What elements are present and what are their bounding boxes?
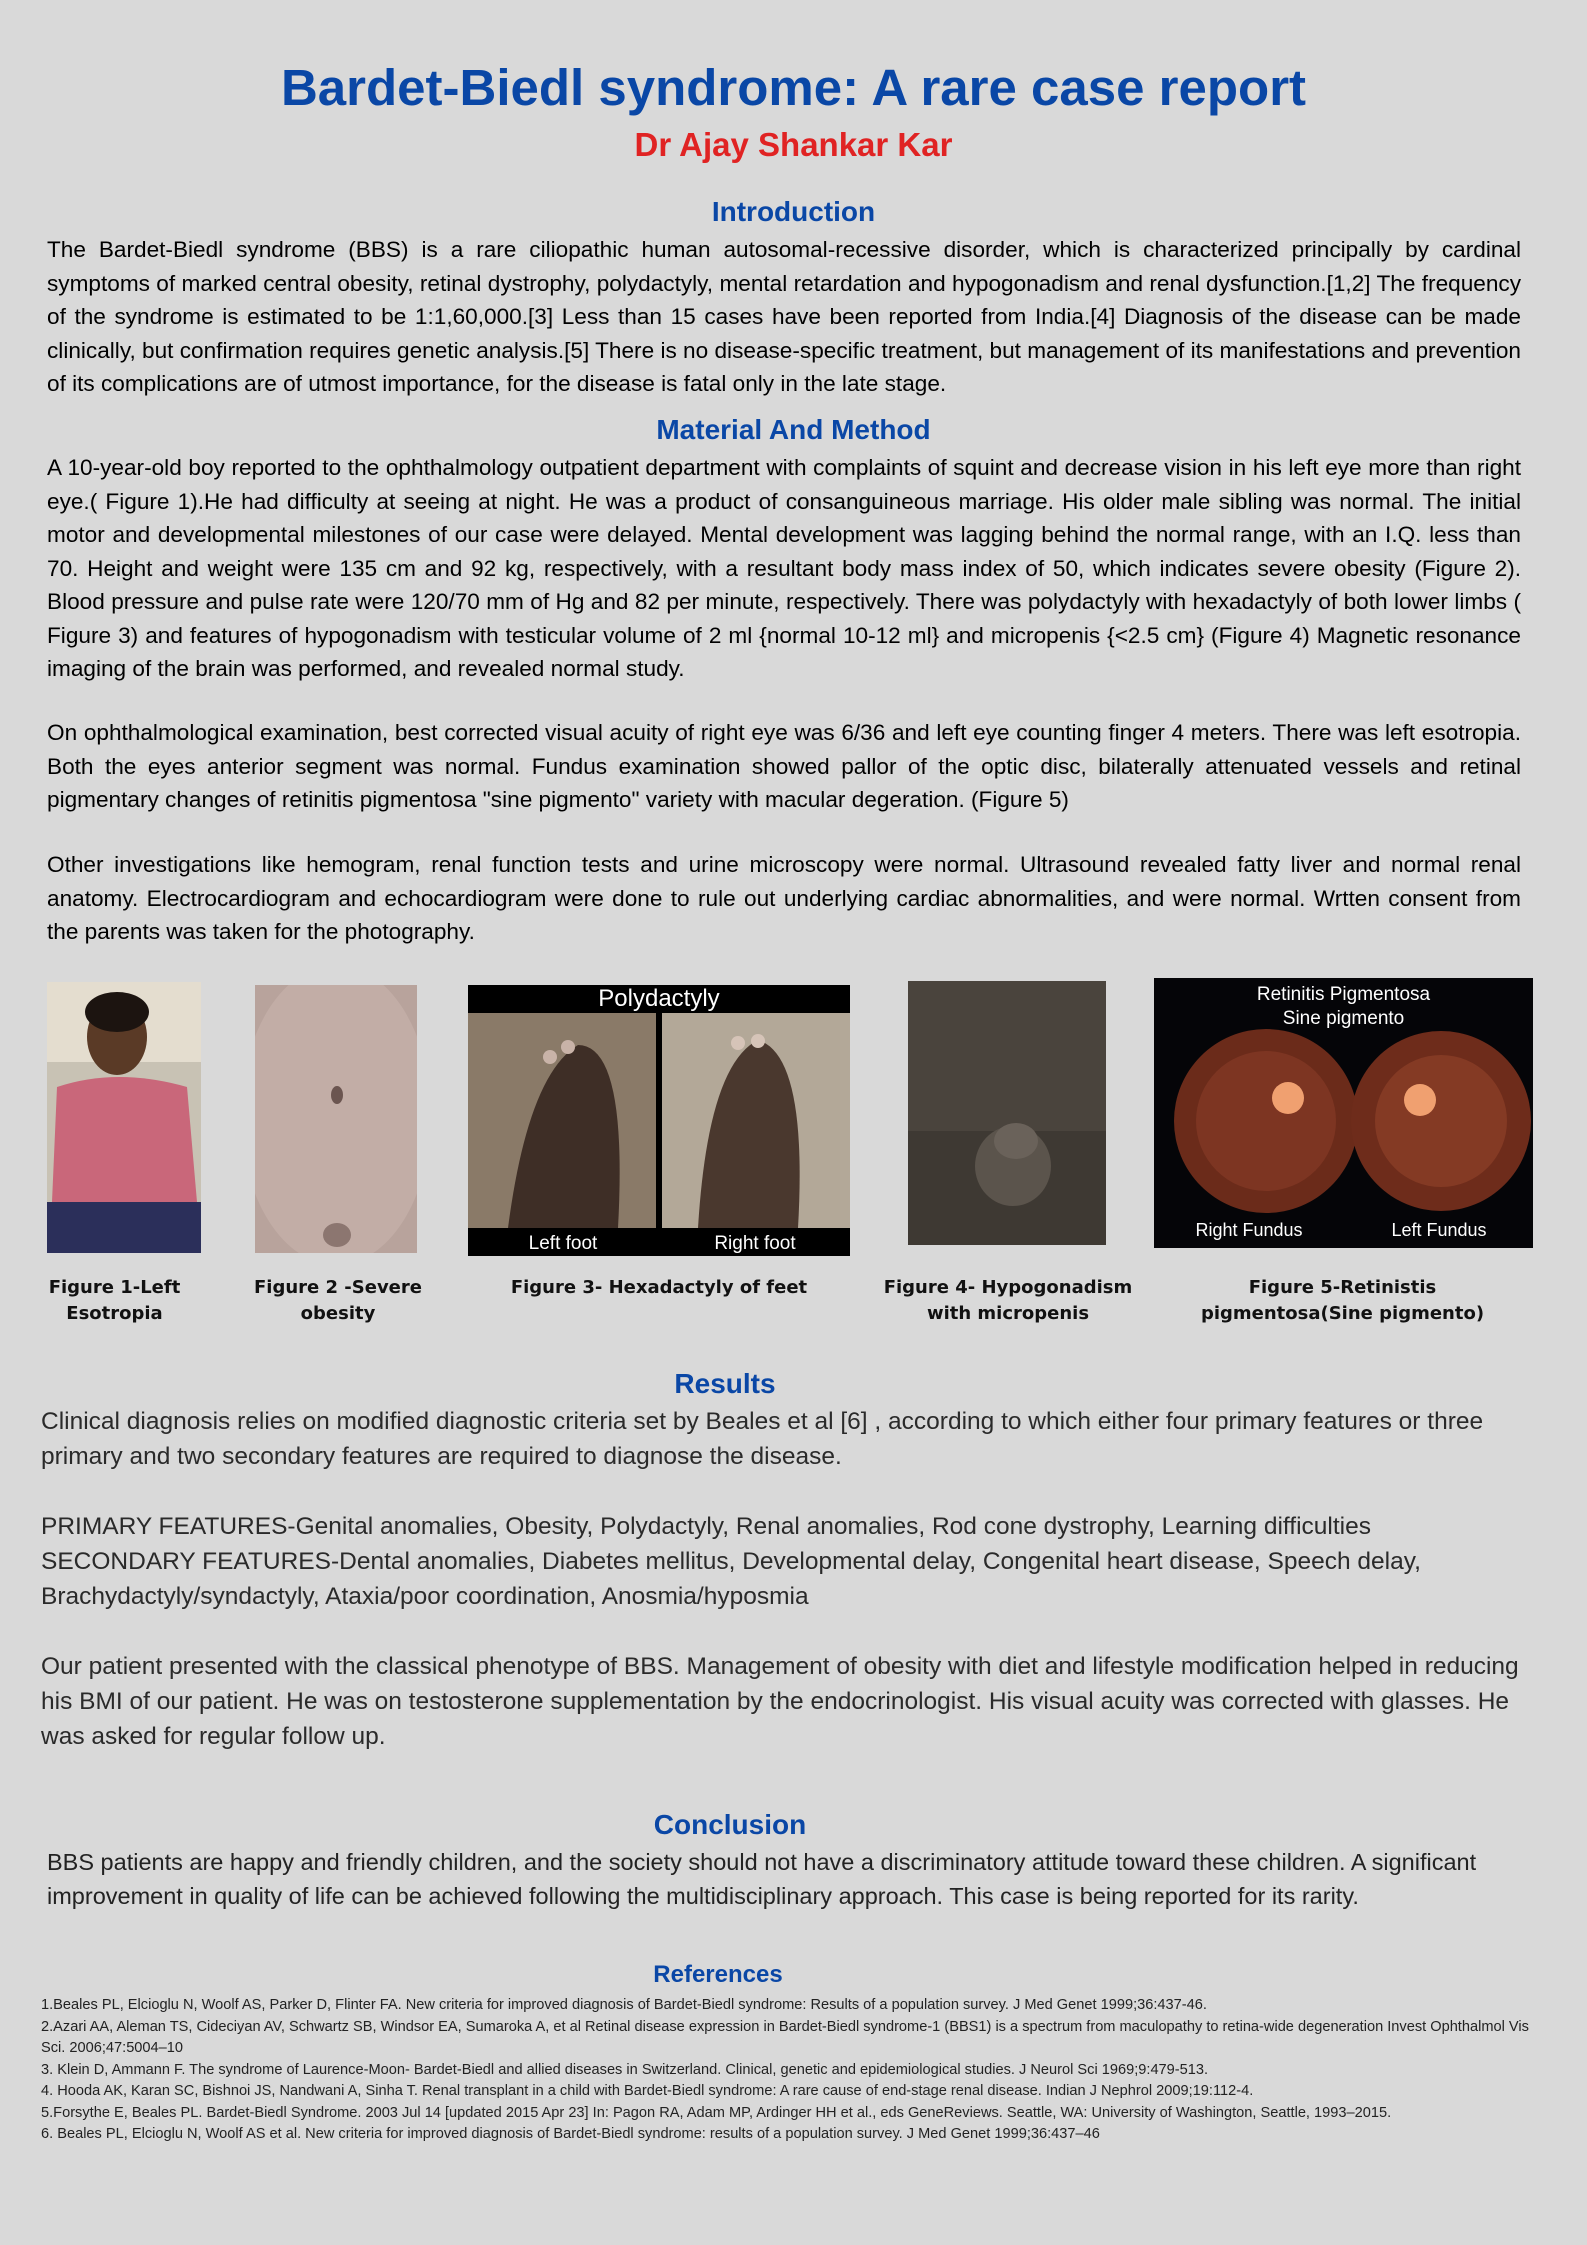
- references-list: [41, 1995, 1541, 2146]
- introduction-text: The Bardet-Biedl syndrome (BBS) is a rare ciliopathic human autosomal-recessive disorder, which is characterized principally by cardinal symptoms of marked central obesity, retinal dystrophy, polydactyly, mental retardation and hypogonadism and renal dysfunction.[1,2] The frequency of the syndrome is estimated to be 1:1,60,000.[3] Less than 15 cases have been reported from India.[4] Diagnosis of the disease can be made clinically, but confirmation requires genetic analysis.[5] There is no disease-specific treatment, but management of its manifestations and prevention of its complications are of utmost importance, for the disease is fatal only in the late stage.: [47, 237, 1521, 396]
- figure-3-right-label: Right foot: [714, 1233, 796, 1254]
- figure-5-title-line-1: Retinitis Pigmentosa: [1256, 984, 1431, 1005]
- conclusion-text: BBS patients are happy and friendly children, and the society should not have a discriminatory attitude toward these children. A significant improvement in quality of life can be achieved following the multidisciplinary approach. This case is being reported for its rarity.: [47, 1849, 1477, 1909]
- figure-5-caption: Figure 5-Retinistis pigmentosa(Sine pigmento): [1200, 1277, 1485, 1324]
- figure-5-image: [1154, 978, 1533, 1248]
- method-paragraph-2: On ophthalmological examination, best corrected visual acuity of right eye was 6/36 and left eye counting finger 4 meters. There was left esotropia. Both the eyes anterior segment was normal. Fundus examination showed pallor of the optic disc, bilaterally attenuated vessels and retinal pigmentary changes of retinitis pigmentosa "sine pigmento" variety with macular degeration. (Figure 5): [47, 720, 1521, 812]
- figure-4-caption: Figure 4- Hypogonadism with micropenis: [883, 1277, 1133, 1324]
- reference-item: 4. Hooda AK, Karan SC, Bishnoi JS, Nandwani A, Sinha T. Renal transplant in a child with Bardet-Biedl syndrome: A rare cause of end-stage renal disease. Indian J Nephrol 2009;19:112-4.: [41, 2083, 1254, 2099]
- figure-5-left-label: Right Fundus: [1195, 1220, 1303, 1240]
- conclusion-heading: Conclusion: [653, 1809, 807, 1840]
- reference-item: 3. Klein D, Ammann F. The syndrome of Laurence-Moon- Bardet-Biedl and allied diseases in Switzerland. Clinical, genetic and epidemiological studies. J Neurol Sci 1969;9:479-513.: [41, 2061, 1209, 2078]
- results-secondary-features: SECONDARY FEATURES-Dental anomalies, Diabetes mellitus, Developmental delay, Congenital heart disease, Speech delay, Brachydactyly/syndactyly, Ataxia/poor coordination, Anosmia/hyposmia: [41, 1548, 1421, 1610]
- figure-3-left-label: Left foot: [528, 1233, 598, 1254]
- poster-title: Bardet-Biedl syndrome: A rare case report: [280, 59, 1307, 116]
- figure-3-title: Polydactyly: [598, 985, 720, 1012]
- method-paragraph-1: A 10-year-old boy reported to the ophthalmology outpatient department with complaints of squint and decrease vision in his left eye more than right eye.( Figure 1).He had difficulty at seeing at night. He was a product of consanguineous marriage. His older male sibling was normal. The initial motor and developmental milestones of our case were delayed. Mental development was lagging behind the normal range, with an I.Q. less than 70. Height and weight were 135 cm and 92 kg, respectively, with a resultant body mass index of 50, which indicates severe obesity (Figure 2). Blood pressure and pulse rate were 120/70 mm of Hg and 82 per minute, respectively. There was polydactyly with hexadactyly of both lower limbs ( Figure 3) and features of hypogonadism with testicular volume of 2 ml {normal 10-12 ml} and micropenis {<2.5 cm} (Figure 4) Magnetic resonance imaging of the brain was performed, and revealed normal study.: [47, 455, 1521, 681]
- figure-3-caption: Figure 3- Hexadactyly of feet: [510, 1277, 808, 1298]
- results-paragraph-3: Our patient presented with the classical phenotype of BBS. Management of obesity with diet and lifestyle modification helped in reducing his BMI of our patient. He was on testosterone supplementation by the endocrinologist. His visual acuity was corrected with glasses. He was asked for regular follow up.: [41, 1653, 1519, 1750]
- references-heading: References: [653, 1961, 783, 1988]
- reference-item: 2.Azari AA, Aleman TS, Cideciyan AV, Schwartz SB, Windsor EA, Sumaroka A, et al Retinal disease expression in Bardet-Biedl syndrome-1 (BBS1) is a spectrum from maculopathy to retina-wide degeneration Invest Ophthalmol Vis Sci. 2006;47:5004–10: [41, 2018, 1529, 2056]
- method-heading: Material And Method: [656, 414, 931, 445]
- figure-5-title-line-2: Sine pigmento: [1282, 1008, 1405, 1029]
- introduction-heading: Introduction: [711, 196, 876, 227]
- figure-4-image: [908, 981, 1106, 1245]
- figure-2-caption: Figure 2 -Severe obesity: [254, 1277, 422, 1324]
- results-heading: Results: [674, 1368, 776, 1399]
- figure-2-image: [255, 985, 417, 1253]
- figure-5-right-label: Left Fundus: [1391, 1220, 1487, 1240]
- figure-3-image: [468, 985, 850, 1256]
- results-paragraph-1: Clinical diagnosis relies on modified diagnostic criteria set by Beales et al [6] , according to which either four primary features or three primary and two secondary features are required to diagnose the disease.: [41, 1408, 1484, 1470]
- figure-1-caption: Figure 1-Left Esotropia: [48, 1277, 181, 1324]
- reference-item: 1.Beales PL, Elcioglu N, Woolf AS, Parker D, Flinter FA. New criteria for improved diagnosis of Bardet-Biedl syndrome: Results of a population survey. J Med Genet 1999;36:437-46.: [41, 1997, 1207, 2013]
- reference-item: 5.Forsythe E, Beales PL. Bardet-Biedl Syndrome. 2003 Jul 14 [updated 2015 Apr 23] In: Pagon RA, Adam MP, Ardinger HH et al., eds GeneReviews. Seattle, WA: University of Washington, Seattle, 1993–2015.: [41, 2104, 1392, 2121]
- results-primary-features: PRIMARY FEATURES-Genital anomalies, Obesity, Polydactyly, Renal anomalies, Rod cone dystrophy, Learning difficulties: [41, 1513, 1371, 1540]
- figure-1-image: [47, 982, 201, 1253]
- reference-item: 6. Beales PL, Elcioglu N, Woolf AS et al. New criteria for improved diagnosis of Bardet-Biedl syndrome: results of a population survey. J Med Genet 1999;36:437–46: [41, 2126, 1100, 2142]
- method-paragraph-3: Other investigations like hemogram, renal function tests and urine microscopy were normal. Ultrasound revealed fatty liver and normal renal anatomy. Electrocardiogram and echocardiogram were done to rule out underlying cardiac abnormalities, and were normal. Wrtten consent from the parents was taken for the photography.: [47, 852, 1521, 944]
- author-name: Dr Ajay Shankar Kar: [634, 126, 953, 163]
